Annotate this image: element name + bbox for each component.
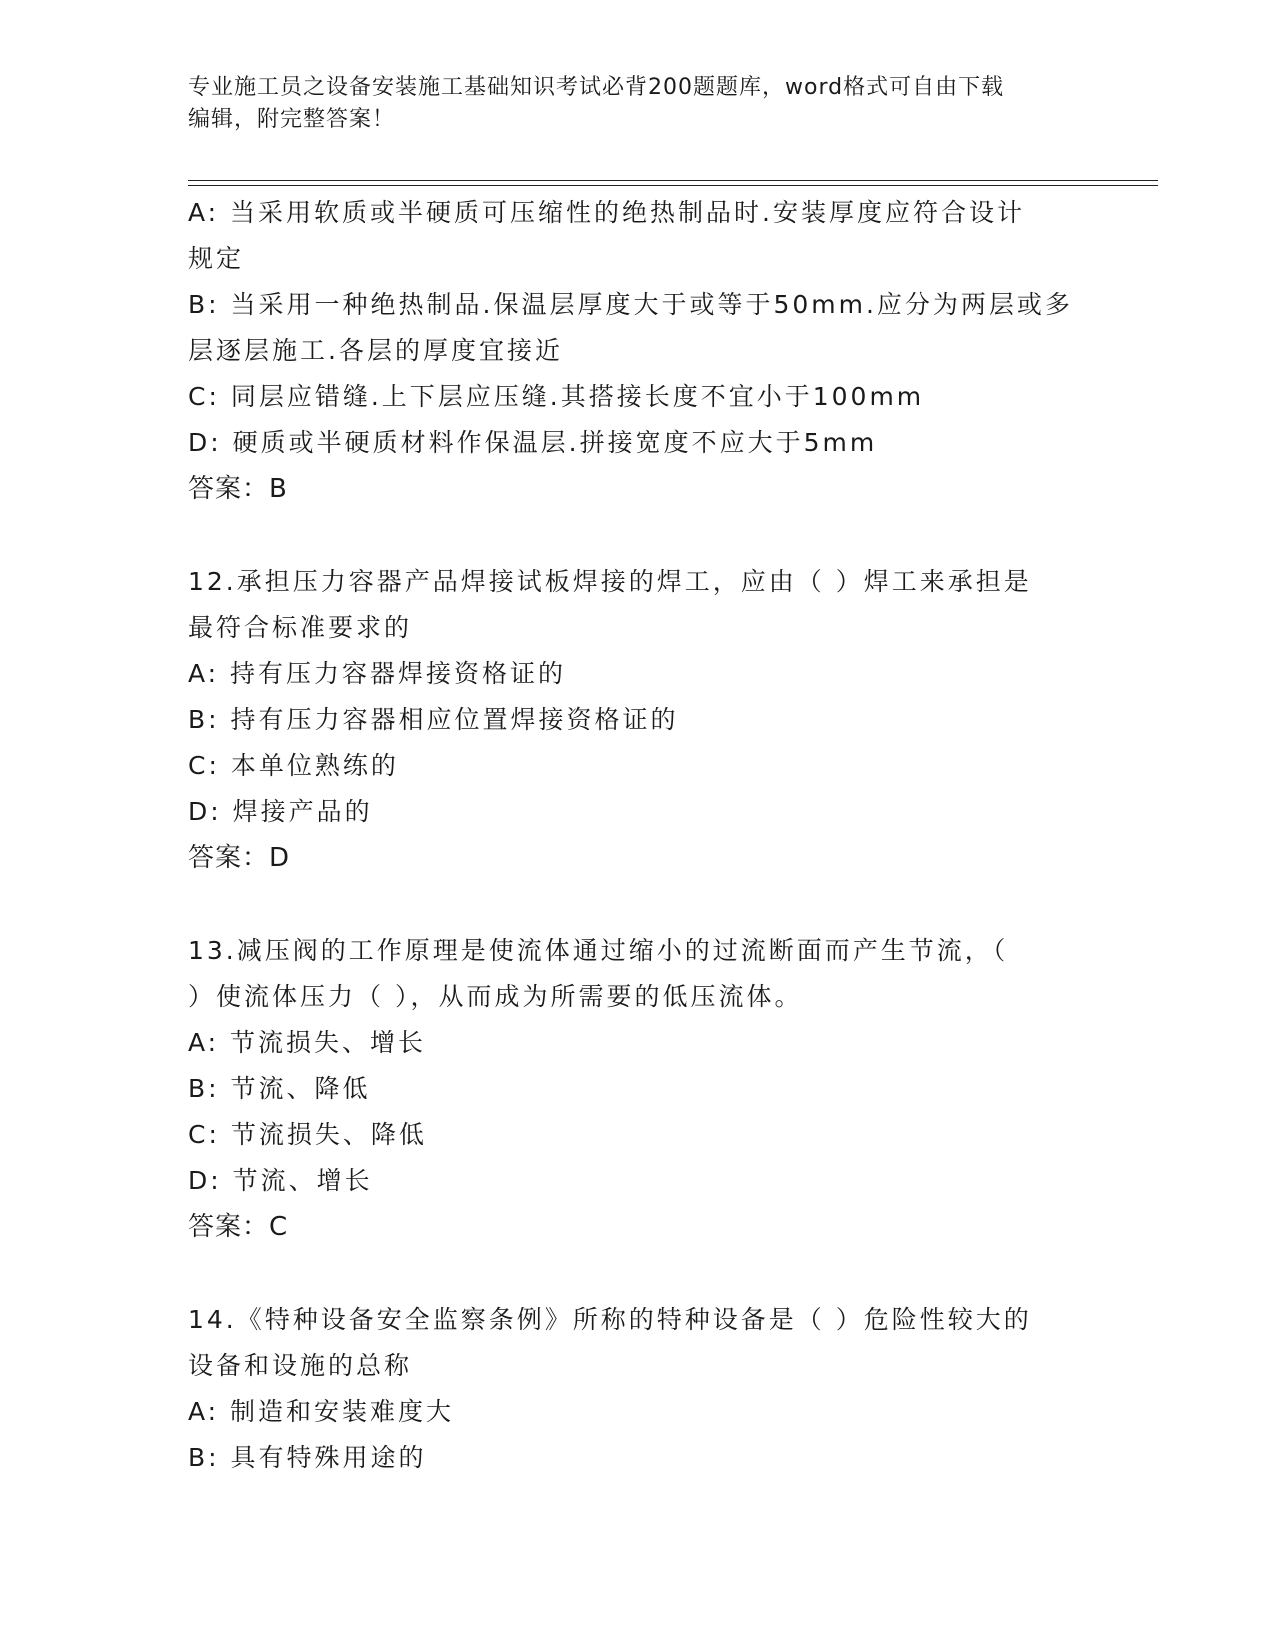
question-12 — [188, 559, 1088, 881]
option-b-line-1: B: 当采用一种绝热制品.保温层厚度大于或等于50mm.应分为两层或多 — [188, 290, 1073, 319]
question-stem-line-2: 最符合标准要求的 — [188, 613, 413, 642]
option-b: B: 节流、降低 — [188, 1074, 371, 1103]
document-header — [188, 72, 1088, 136]
question-14 — [188, 1297, 1088, 1481]
question-13 — [188, 928, 1088, 1250]
answer: 答案：C — [188, 1212, 289, 1242]
header-rule-top — [188, 180, 1158, 181]
question-stem-line-2: 设备和设施的总称 — [188, 1351, 413, 1380]
question-stem-line-2: ）使流体压力（ ），从而成为所需要的低压流体。 — [188, 982, 803, 1011]
answer: 答案：B — [188, 474, 288, 504]
question-stem-line-1: 14.《特种设备安全监察条例》所称的特种设备是（ ）危险性较大的 — [188, 1305, 1032, 1334]
option-a: A: 持有压力容器焊接资格证的 — [188, 659, 567, 688]
option-b: B: 持有压力容器相应位置焊接资格证的 — [188, 705, 679, 734]
option-b: B: 具有特殊用途的 — [188, 1443, 427, 1472]
question-11 — [188, 190, 1088, 512]
option-a: A: 节流损失、增长 — [188, 1028, 427, 1057]
option-c: C: 本单位熟练的 — [188, 751, 399, 780]
header-rule-bottom — [188, 185, 1158, 186]
question-stem-line-1: 13.减压阀的工作原理是使流体通过缩小的过流断面而产生节流，（ — [188, 936, 1009, 965]
header-line-1: 专业施工员之设备安装施工基础知识考试必背200题题库，word格式可自由下载 — [188, 75, 1005, 100]
question-body — [188, 190, 1088, 1481]
option-a: A: 制造和安装难度大 — [188, 1397, 455, 1426]
option-d: D: 节流、增长 — [188, 1166, 373, 1195]
option-a-line-1: A: 当采用软质或半硬质可压缩性的绝热制品时.安装厚度应符合设计 — [188, 198, 1025, 227]
option-d: D: 硬质或半硬质材料作保温层.拼接宽度不应大于5mm — [188, 428, 878, 457]
answer: 答案：D — [188, 843, 291, 873]
option-c: C: 节流损失、降低 — [188, 1120, 427, 1149]
header-line-2: 编辑，附完整答案！ — [188, 107, 396, 132]
option-d: D: 焊接产品的 — [188, 797, 373, 826]
question-stem-line-1: 12.承担压力容器产品焊接试板焊接的焊工，应由（ ）焊工来承担是 — [188, 567, 1032, 596]
option-c: C: 同层应错缝.上下层应压缝.其搭接长度不宜小于100mm — [188, 382, 925, 411]
option-b-line-2: 层逐层施工.各层的厚度宜接近 — [188, 336, 563, 365]
option-a-line-2: 规定 — [188, 244, 245, 273]
